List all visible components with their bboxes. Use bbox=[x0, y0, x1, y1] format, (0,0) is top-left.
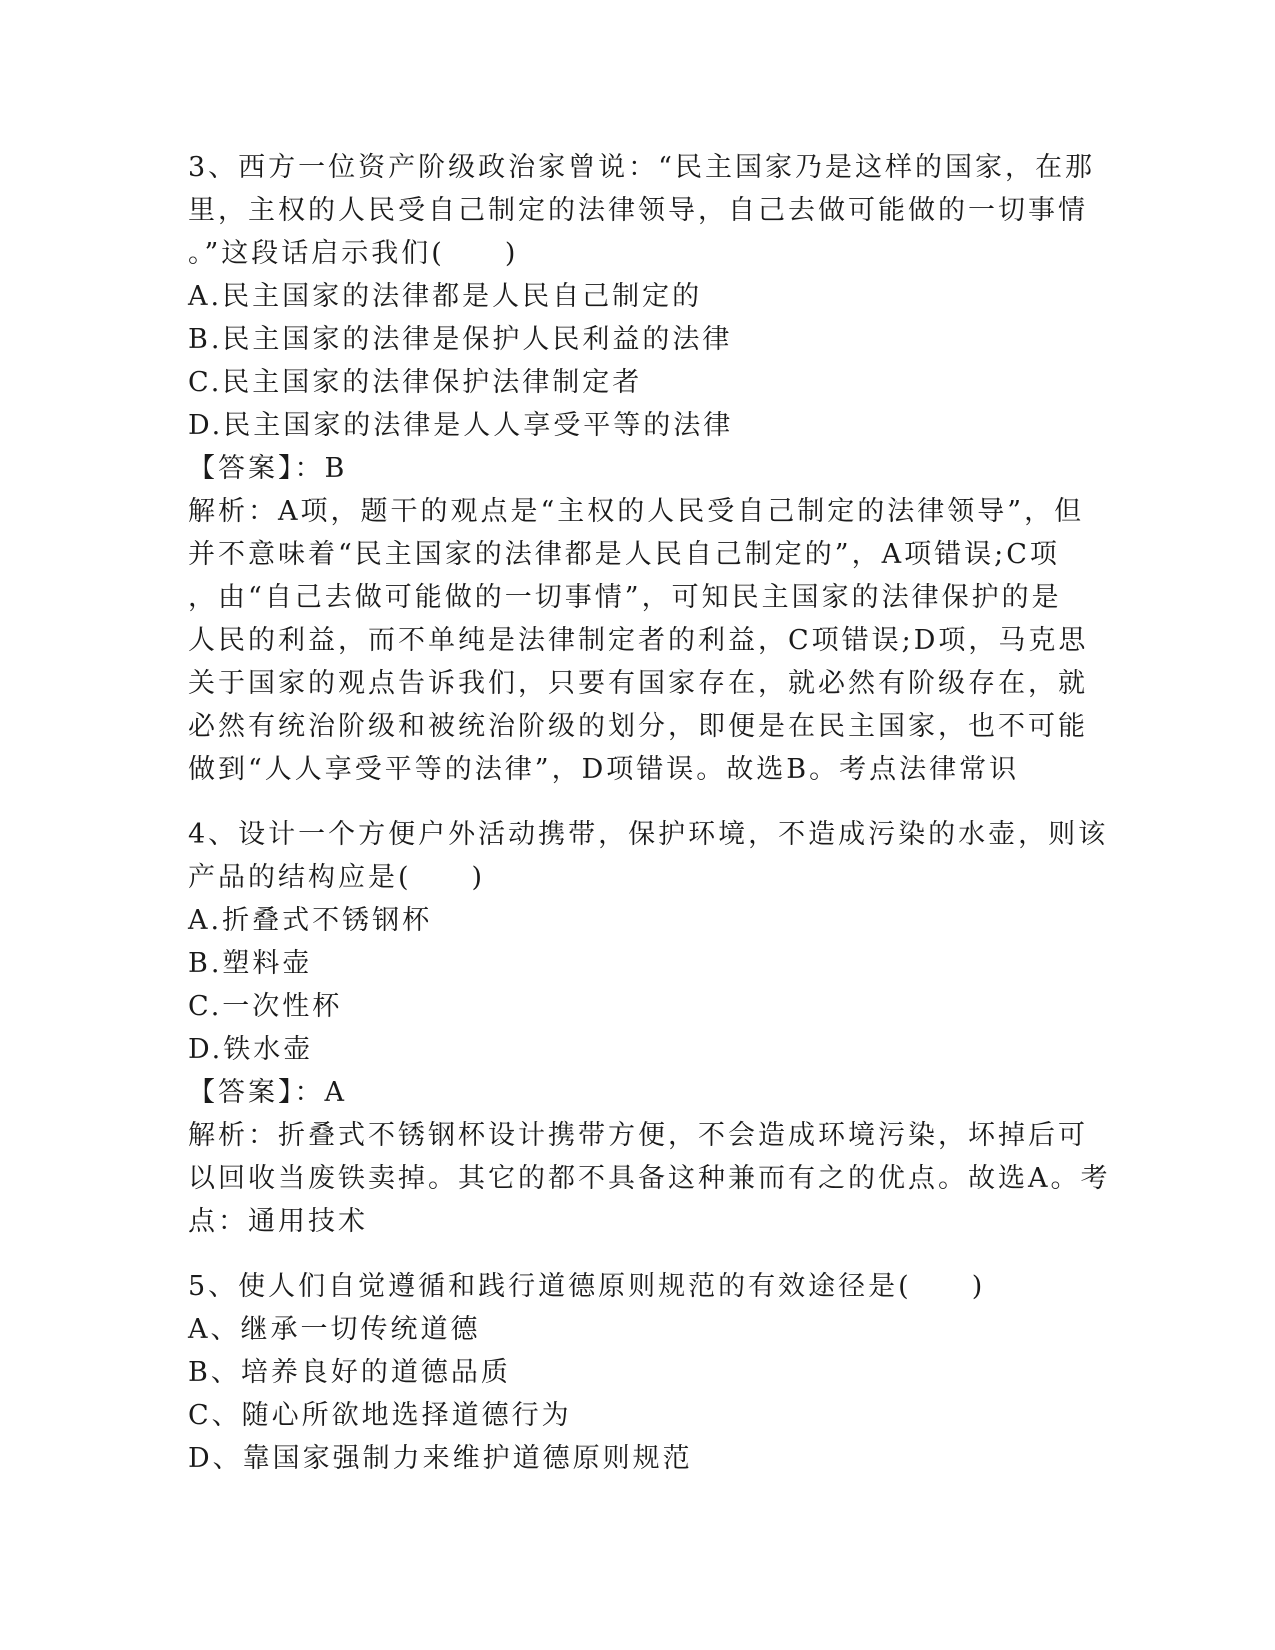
question-3 bbox=[188, 146, 1095, 791]
analysis-line: 点：通用技术 bbox=[188, 1206, 368, 1237]
analysis-line: 关于国家的观点告诉我们，只要有国家存在，就必然有阶级存在，就 bbox=[188, 668, 1088, 699]
question-stem-line: 产品的结构应是( ) bbox=[188, 862, 486, 893]
analysis-line: 必然有统治阶级和被统治阶级的划分，即便是在民主国家，也不可能 bbox=[188, 711, 1088, 742]
question-4 bbox=[188, 813, 1111, 1243]
analysis-line: 人民的利益，而不单纯是法律制定者的利益，C项错误;D项，马克思 bbox=[188, 625, 1089, 656]
answer-line: 【答案】：B bbox=[188, 453, 348, 484]
analysis-line: ，由“自己去做可能做的一切事情”，可知民主国家的法律保护的是 bbox=[188, 582, 1062, 613]
question-spacer bbox=[188, 791, 1088, 813]
question-spacer bbox=[188, 1243, 1088, 1265]
option-a: A.民主国家的法律都是人民自己制定的 bbox=[188, 281, 703, 312]
question-stem-line: 4、设计一个方便户外活动携带，保护环境，不造成污染的水壶，则该 bbox=[188, 819, 1109, 850]
question-stem-line: 3、西方一位资产阶级政治家曾说：“民主国家乃是这样的国家，在那 bbox=[188, 152, 1095, 183]
analysis-line: 解析：A项，题干的观点是“主权的人民受自己制定的法律领导”，但 bbox=[188, 496, 1085, 527]
option-d: D.铁水壶 bbox=[188, 1034, 314, 1065]
option-a: A、继承一切传统道德 bbox=[188, 1314, 481, 1345]
analysis-line: 做到“人人享受平等的法律”，D项错误。故选B。考点法律常识 bbox=[188, 754, 1020, 785]
question-stem-line: 。”这段话启示我们( ) bbox=[188, 238, 519, 269]
option-d: D、靠国家强制力来维护道德原则规范 bbox=[188, 1443, 693, 1474]
question-5 bbox=[188, 1265, 1088, 1480]
option-c: C.一次性杯 bbox=[188, 991, 343, 1022]
question-stem-line: 5、使人们自觉遵循和践行道德原则规范的有效途径是( ) bbox=[188, 1271, 986, 1302]
option-b: B.民主国家的法律是保护人民利益的法律 bbox=[188, 324, 733, 355]
analysis-line: 并不意味着“民主国家的法律都是人民自己制定的”，A项错误;C项 bbox=[188, 539, 1060, 570]
option-b: B.塑料壶 bbox=[188, 948, 313, 979]
option-b: B、培养良好的道德品质 bbox=[188, 1357, 511, 1388]
option-a: A.折叠式不锈钢杯 bbox=[188, 905, 433, 936]
analysis-line: 解析：折叠式不锈钢杯设计携带方便，不会造成环境污染，坏掉后可 bbox=[188, 1120, 1088, 1151]
question-stem-line: 里，主权的人民受自己制定的法律领导，自己去做可能做的一切事情 bbox=[188, 195, 1088, 226]
option-c: C、随心所欲地选择道德行为 bbox=[188, 1400, 572, 1431]
answer-line: 【答案】：A bbox=[188, 1077, 347, 1108]
option-d: D.民主国家的法律是人人享受平等的法律 bbox=[188, 410, 734, 441]
document-content bbox=[188, 146, 1111, 1480]
option-c: C.民主国家的法律保护法律制定者 bbox=[188, 367, 643, 398]
analysis-line: 以回收当废铁卖掉。其它的都不具备这种兼而有之的优点。故选A。考 bbox=[188, 1163, 1111, 1194]
